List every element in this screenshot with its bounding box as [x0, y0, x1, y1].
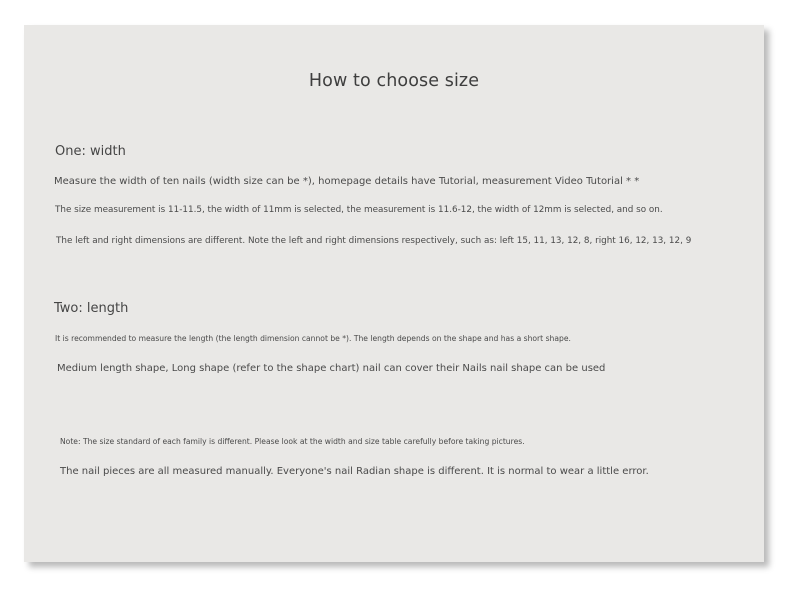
section-heading-length: Two: length: [54, 301, 129, 316]
width-instruction-text: Measure the width of ten nails (width size can be *), homepage details have Tutorial, measurement Video Tutorial * *: [54, 176, 640, 187]
manual-measurement-note: The nail pieces are all measured manually. Everyone's nail Radian shape is different. It is normal to wear a little error.: [60, 466, 649, 477]
size-standard-note: Note: The size standard of each family is different. Please look at the width and size table carefully before taking pictures.: [60, 437, 525, 446]
width-left-right-text: The left and right dimensions are different. Note the left and right dimensions respectively, such as: left 15, 11, 13, 12, 8, right 16, 12, 13, 12, 9: [56, 236, 692, 246]
section-heading-width: One: width: [55, 144, 126, 159]
length-shape-text: Medium length shape, Long shape (refer to the shape chart) nail can cover their Nails nail shape can be used: [57, 363, 606, 374]
size-guide-card: [24, 25, 764, 562]
length-recommendation-text: It is recommended to measure the length (the length dimension cannot be *). The length depends on the shape and has a short shape.: [55, 334, 571, 343]
page-title: How to choose size: [308, 71, 480, 91]
width-measurement-text: The size measurement is 11-11.5, the width of 11mm is selected, the measurement is 11.6-12, the width of 12mm is selected, and so on.: [55, 205, 663, 215]
